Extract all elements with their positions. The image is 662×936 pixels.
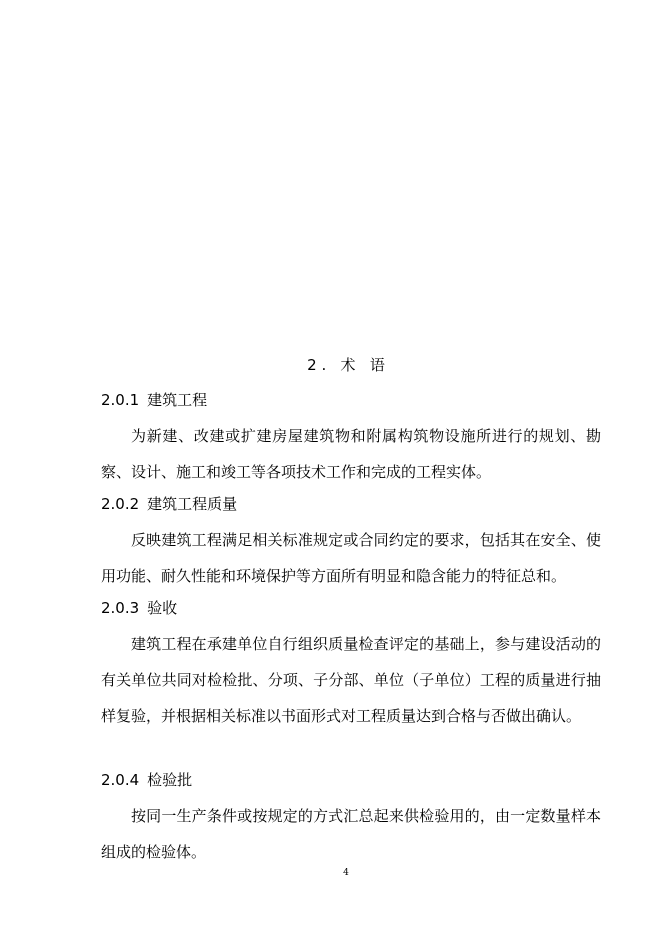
term-heading <box>101 390 207 410</box>
term-number: 2.0.2 <box>101 495 140 513</box>
term-definition: 反映建筑工程满足相关标准规定或合同约定的要求，包括其在安全、使用功能、耐久性能和环境保护等方面所有明显和隐含能力的特征总和。 <box>101 531 601 585</box>
term-number: 2.0.4 <box>101 771 140 789</box>
term-name: 验收 <box>147 599 178 617</box>
term-name: 建筑工程质量 <box>147 495 238 513</box>
term-heading <box>101 494 237 514</box>
term-heading <box>101 770 192 790</box>
term-name: 建筑工程 <box>147 391 208 409</box>
term-definition: 按同一生产条件或按规定的方式汇总起来供检验用的，由一定数量样本组成的检验体。 <box>101 807 601 861</box>
term-heading <box>101 598 177 618</box>
page-number: 4 <box>343 868 349 878</box>
term-number: 2.0.1 <box>101 391 140 409</box>
chapter-title: 2 . 术 语 <box>307 356 385 374</box>
term-definition: 为新建、改建或扩建房屋建筑物和附属构筑物设施所进行的规划、勘察、设计、施工和竣工等各项技术工作和完成的工程实体。 <box>101 427 601 481</box>
term-definition: 建筑工程在承建单位自行组织质量检查评定的基础上，参与建设活动的有关单位共同对检检批、分项、子分部、单位（子单位）工程的质量进行抽样复验，并根据相关标准以书面形式对工程质量达到合格与否做出确认。 <box>101 635 601 725</box>
term-number: 2.0.3 <box>101 599 140 617</box>
term-name: 检验批 <box>147 771 193 789</box>
